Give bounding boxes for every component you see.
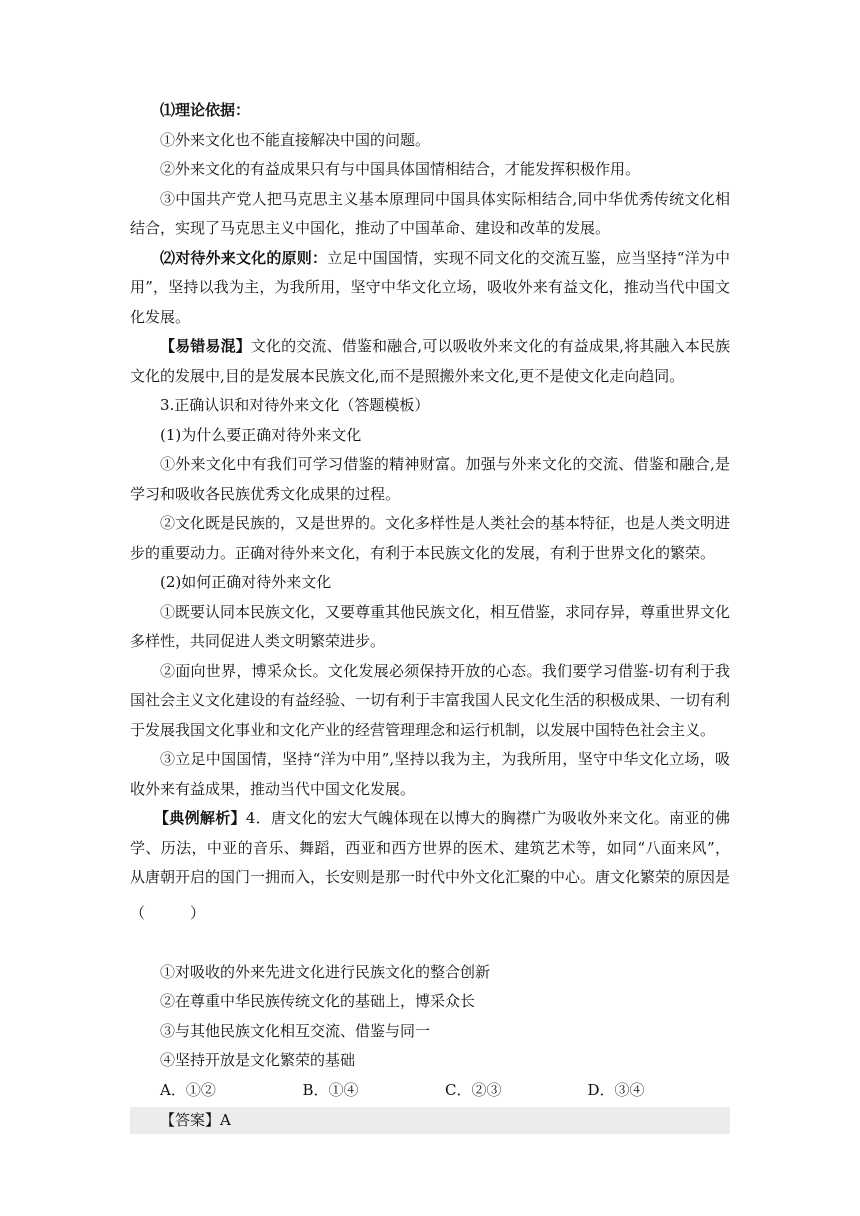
principle-text: 立足中国国情，实现不同文化的交流互鉴，应当坚持“洋为中用”，坚持以我为主，为我所用，坚守中华文化立场，吸收外来有益文化，推动当代中国文化发展。 [130,248,730,326]
how-question: (2)如何正确对待外来文化 [160,573,332,591]
option-b: B．①④ [302,1080,359,1099]
option-c: C．②③ [445,1080,502,1099]
principle-heading: ⑵对待外来文化的原则： [160,248,328,267]
example-paragraph [130,804,730,893]
why-item-2: ②文化既是民族的，又是世界的。文化多样性是人类社会的基本特征，也是人类文明进步的重要动力。正确对待外来文化，有利于本民族文化的发展，有利于世界文化的繁荣。 [130,514,731,562]
choice-statement-2: ②在尊重中华民族传统文化的基础上，博采众长 [160,992,476,1010]
how-item-2: ②面向世界，博采众长。文化发展必须保持开放的心态。我们要学习借鉴-切有利于我国社会主义文化建设的有益经验、一切有利于丰富我国人民文化生活的积极成果、一切有利于发展我国文化事业和文化产业的经营管理理念和运行机制，以发展中国特色社会主义。 [130,661,731,739]
how-item-3: ③立足中国国情，坚持“洋为中用”,坚持以我为主，为我所用，坚守中华文化立场，吸收外来有益成果，推动当代中国文化发展。 [130,750,730,798]
theory-item-3: ③中国共产党人把马克思主义基本原理同中国具体实际相结合,同中华优秀传统文化相结合，实现了马克思主义中国化，推动了中国革命、建设和改革的发展。 [130,189,730,237]
answer-options [130,1076,730,1106]
answer-parentheses: （ ） [130,903,206,922]
theory-basis-heading: ⑴理论依据： [160,101,251,119]
why-item-1: ①外来文化中有我们可学习借鉴的精神财富。加强与外来文化的交流、借鉴和融合,是学习和吸收各民族优秀文化成果的过程。 [130,455,730,503]
example-text: 4．唐文化的宏大气魄体现在以博大的胸襟广为吸收外来文化。南亚的佛学、历法，中亚的音乐、舞蹈，西亚和西方世界的医术、建筑艺术等，如同“八面来风”，从唐朝开启的国门一拥而入，长安则是那一时代中外文化汇聚的中心。唐文化繁荣的原因是 [130,809,731,886]
option-d: D．③④ [587,1080,645,1099]
choice-statement-1: ①对吸收的外来先进文化进行民族文化的整合创新 [160,962,491,981]
option-a: A．①② [160,1080,216,1099]
principle-paragraph [130,244,730,333]
choice-statement-3: ③与其他民族文化相互交流、借鉴与同一 [160,1021,431,1040]
error-note-label: 【易错易混】 [160,337,251,355]
why-question: (1)为什么要正确对待外来文化 [160,425,362,444]
error-note-text: 文化的交流、借鉴和融合,可以吸收外来文化的有益成果,将其融入本民族文化的发展中,目的是发展本民族文化,而不是照搬外来文化,更不是使文化走向趋同。 [130,337,730,385]
choice-statement-4: ④坚持开放是文化繁荣的基础 [160,1051,356,1069]
answer-box: 【答案】A [130,1107,730,1134]
document-page [130,96,730,1134]
theory-item-2: ②外来文化的有益成果只有与中国具体国情相结合，才能发挥积极作用。 [160,160,641,178]
error-note-paragraph [130,332,730,391]
section-3-title: 3.正确认识和对待外来文化（答题模板） [160,396,430,414]
theory-item-1: ①外来文化也不能直接解决中国的问题。 [160,130,431,149]
example-label: 【典例解析】 [154,809,246,827]
how-item-1: ①既要认同本民族文化，又要尊重其他民族文化，相互借鉴，求同存异，尊重世界文化多样性，共同促进人类文明繁荣进步。 [130,602,731,650]
